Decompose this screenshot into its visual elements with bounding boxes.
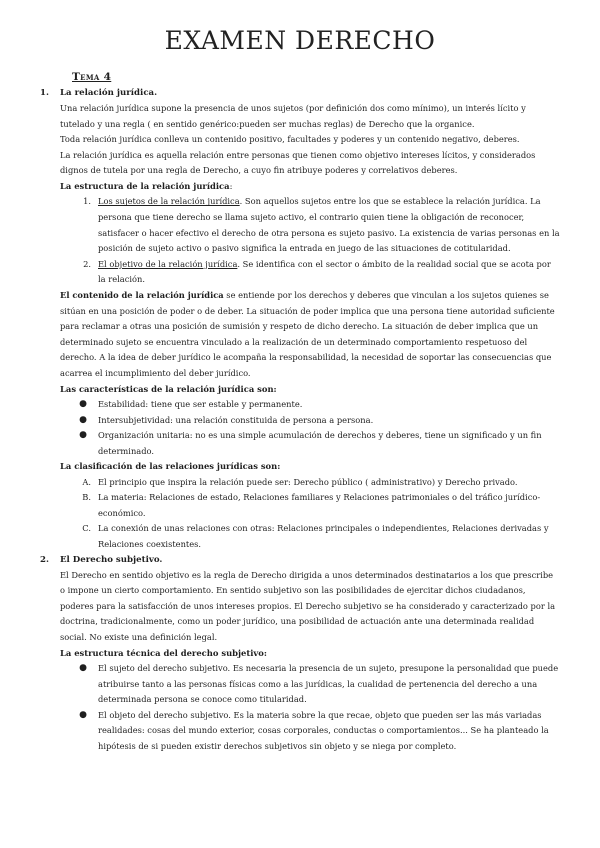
- list-item: [60, 490, 560, 521]
- list-item: [60, 428, 560, 459]
- section-1-number: 1.: [40, 88, 49, 98]
- bullet-icon: ●: [79, 398, 87, 409]
- paragraph: Una relación jurídica supone la presencia de unos sujetos (por definición dos como mínimo), un interés lícito y tutelado y una regla ( en sentido genérico:pueden ser muchas reglas) de Derecho que la organice.: [60, 103, 526, 129]
- estructura-heading-text: La estructura de la relación jurídica: [60, 180, 230, 191]
- clasificacion-list: [60, 475, 560, 553]
- list-item: [60, 661, 560, 708]
- section-2-paragraph: El Derecho en sentido objetivo es la regla de Derecho dirigida a unos determinados destinatarios a los que prescribe o impone un cierto comportamiento. En sentido subjetivo son las posibilidades de ejercitar dichos ciudadanos, poderes para la satisfacción de unos intereses propios. El Derecho subjetivo se ha considerado y caracterizado por la doctrina, tradicionalmente, como un poder jurídico, una posibilidad de actuación ante una determinada realidad social. No existe una definición legal.: [60, 569, 556, 643]
- paragraph: Toda relación jurídica conlleva un contenido positivo, facultades y poderes y un contenido negativo, deberes.: [60, 134, 520, 145]
- section-1-title: La relación jurídica.: [60, 88, 158, 98]
- section-1-heading: [40, 86, 560, 101]
- list-item: [60, 521, 560, 552]
- contenido-paragraph: [60, 288, 560, 382]
- list-item-text: El principio que inspira la relación puede ser: Derecho público ( administrativo) y Derecho privado.: [98, 476, 518, 487]
- estructura-tecnica-heading: La estructura técnica del derecho subjetivo:: [60, 647, 267, 658]
- section-2-number: 2.: [40, 554, 49, 565]
- list-item: [60, 708, 560, 755]
- list-item: [60, 257, 560, 288]
- list-item-text: Organización unitaria: no es una simple acumulación de derechos y deberes, tiene un significado y un fin determinado.: [98, 430, 542, 456]
- estructura-heading: [60, 179, 560, 194]
- caracteristicas-list: [60, 397, 560, 459]
- estructura-tecnica-list: [60, 661, 560, 755]
- list-item: [60, 413, 560, 429]
- list-item-text: . Son aquellos sujetos entre los que se establece la relación jurídica. La persona que tiene derecho se llama sujeto activo, el contrario quien tiene la obligación de reconocer, satisfacer o hacer efectivo el derecho de otra persona es sujeto pasivo. La existencia de varias personas en la posición de sujeto activo o pasivo significa la entrada en juego de las situaciones de cotitularidad.: [98, 196, 560, 254]
- list-marker: 2.: [83, 258, 91, 269]
- clasificacion-heading: La clasificación de las relaciones jurídicas son:: [60, 461, 281, 472]
- document-title: EXAMEN DERECHO: [164, 26, 436, 55]
- bullet-icon: ●: [79, 709, 87, 720]
- list-marker: C.: [82, 523, 91, 534]
- list-item-text: El objeto del derecho subjetivo. Es la materia sobre la que recae, objeto que pueden ser las más variadas realidades: cosas del mundo exterior, cosas corporales, conductas o comportamientos... Se ha planteado la hipótesis de si pueden existir derechos subjetivos sin objeto y se niega por completo.: [98, 709, 549, 751]
- bullet-icon: ●: [79, 430, 87, 441]
- estructura-heading-colon: :: [229, 180, 233, 191]
- bullet-icon: ●: [79, 663, 87, 674]
- list-item: [60, 475, 560, 491]
- paragraph: La relación jurídica es aquella relación entre personas que tienen como objetivo intereses lícitos, y considerados dignos de tutela por una regla de Derecho, a cuyo fin atribuye poderes y correlativos deberes.: [60, 149, 536, 176]
- section-2-heading: [40, 553, 560, 568]
- caracteristicas-heading: Las características de la relación jurídica son:: [60, 383, 277, 394]
- list-item-text: . Se identifica con el sector o ámbito de la realidad social que se acota por la relación.: [98, 258, 551, 285]
- list-item-text: La conexión de unas relaciones con otras: Relaciones principales o independientes, Relaciones derivadas y Relaciones coexistentes.: [98, 523, 549, 550]
- estructura-list: [60, 194, 560, 288]
- list-item-term: Los sujetos de la relación jurídica: [98, 196, 240, 207]
- list-item: [60, 397, 560, 413]
- list-item-text: La materia: Relaciones de estado, Relaciones familiares y Relaciones patrimoniales o del tráfico jurídico-económico.: [98, 492, 541, 518]
- list-marker: B.: [82, 492, 91, 503]
- bullet-icon: ●: [79, 414, 87, 425]
- section-2-title: El Derecho subjetivo.: [60, 554, 163, 565]
- list-item-text: Estabilidad: tiene que ser estable y permanente.: [98, 398, 303, 409]
- list-item: [60, 194, 560, 256]
- list-marker: A.: [82, 476, 91, 487]
- list-item-term: El objetivo de la relación jurídica: [98, 258, 238, 269]
- list-item-text: El sujeto del derecho subjetivo. Es necesaria la presencia de un sujeto, presupone la personalidad que puede atribuirse tanto a las personas físicas como a las jurídicas, la cualidad de pertenencia del derecho a una determinada persona se conoce como titularidad.: [98, 663, 559, 705]
- list-item-text: Intersubjetividad: una relación constituida de persona a persona.: [98, 414, 374, 425]
- tema-heading: Tema 4: [72, 71, 112, 83]
- section-1-intro: [60, 101, 560, 179]
- list-marker: 1.: [83, 196, 91, 207]
- contenido-text: se entiende por los derechos y deberes que vinculan a los sujetos quienes se sitúan en una posición de poder o de deber. La situación de poder implica que una persona tiene autoridad suficiente para reclamar a otras una posición de sumisión y respeto de dicho derecho. La situación de deber implica que un determinado sujeto se encuentra vinculado a la realización de un determinado comportamiento respetuoso del derecho. A la idea de deber jurídico le acompaña la responsabilidad, la necesidad de soportar las consecuencias que acarrea el incumplimiento del deber jurídico.: [60, 289, 555, 378]
- contenido-term: El contenido de la relación jurídica: [60, 289, 224, 300]
